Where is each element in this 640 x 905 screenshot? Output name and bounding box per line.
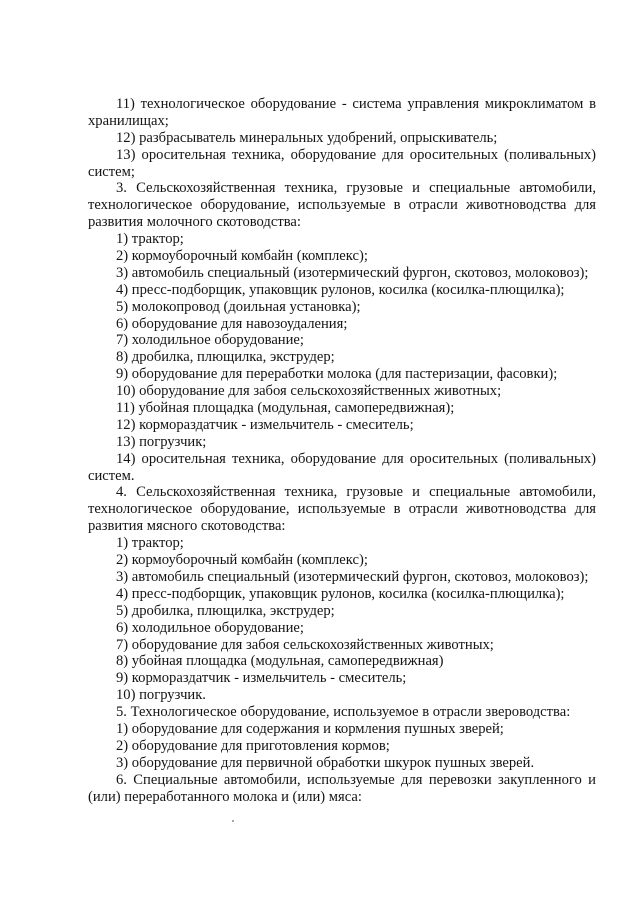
text-line: 6. Специальные автомобили, используемые для перевозки закупленного и (116, 771, 596, 788)
text-line: 4) пресс-подборщик, упаковщик рулонов, косилка (косилка-плющилка); (116, 281, 565, 298)
text-line: 10) оборудование для забоя сельскохозяйственных животных; (116, 383, 502, 400)
text-line: 3) автомобиль специальный (изотермический фургон, скотовоз, молоковоз); (116, 568, 589, 585)
text-line: 6) оборудование для навозоудаления; (116, 315, 348, 332)
text-line: технологическое оборудование, используемые в отрасли животноводства для (88, 501, 596, 518)
text-line: 7) оборудование для забоя сельскохозяйственных животных; (116, 636, 494, 653)
text-line: (или) переработанного молока и (или) мяса: (88, 788, 362, 805)
text-line: 5. Технологическое оборудование, используемое в отрасли звероводства: (116, 704, 571, 721)
text-line: 1) трактор; (116, 231, 184, 248)
text-line: 7) холодильное оборудование; (116, 332, 304, 349)
text-line: 14) оросительная техника, оборудование для оросительных (поливальных) (116, 450, 596, 467)
text-line: 12) кормораздатчик - измельчитель - смеситель; (116, 416, 414, 433)
document-body (88, 96, 596, 805)
text-line: 3. Сельскохозяйственная техника, грузовые и специальные автомобили, (116, 180, 596, 197)
text-line: 5) дробилка, плющилка, экструдер; (116, 602, 335, 619)
text-line: 6) холодильное оборудование; (116, 619, 304, 636)
text-line: 1) оборудование для содержания и кормления пушных зверей; (116, 720, 504, 737)
text-line: систем; (88, 163, 135, 180)
scan-speck (232, 820, 234, 822)
text-line: 9) кормораздатчик - измельчитель - смеситель; (116, 670, 407, 687)
text-line: развития мясного скотоводства: (88, 518, 286, 535)
text-line: 2) кормоуборочный комбайн (комплекс); (116, 248, 368, 265)
text-line: хранилищах; (88, 112, 169, 129)
text-line: 11) технологическое оборудование - система управления микроклиматом в (116, 96, 596, 112)
text-line: 12) разбрасыватель минеральных удобрений, опрыскиватель; (116, 129, 498, 146)
text-line: 1) трактор; (116, 535, 184, 552)
text-line: 2) кормоуборочный комбайн (комплекс); (116, 552, 368, 569)
text-line: 5) молокопровод (доильная установка); (116, 298, 361, 315)
text-line: развития молочного скотоводства: (88, 214, 301, 231)
text-line: 4. Сельскохозяйственная техника, грузовые и специальные автомобили, (116, 484, 596, 501)
text-line: 13) оросительная техника, оборудование для оросительных (поливальных) (116, 146, 596, 163)
text-line: 8) дробилка, плющилка, экструдер; (116, 349, 335, 366)
text-line: 13) погрузчик; (116, 433, 207, 450)
text-line: технологическое оборудование, используемые в отрасли животноводства для (88, 197, 596, 214)
text-line: 11) убойная площадка (модульная, самопередвижная); (116, 400, 455, 417)
text-line: 3) оборудование для первичной обработки шкурок пушных зверей. (116, 754, 535, 771)
text-line: 9) оборудование для переработки молока (для пастеризации, фасовки); (116, 366, 558, 383)
text-line: 2) оборудование для приготовления кормов; (116, 737, 390, 754)
text-line: 8) убойная площадка (модульная, самопередвижная) (116, 653, 444, 670)
text-line: 3) автомобиль специальный (изотермический фургон, скотовоз, молоковоз); (116, 264, 589, 281)
text-line: 10) погрузчик. (116, 687, 206, 704)
text-line: 4) пресс-подборщик, упаковщик рулонов, косилка (косилка-плющилка); (116, 585, 565, 602)
text-line: систем. (88, 467, 135, 484)
